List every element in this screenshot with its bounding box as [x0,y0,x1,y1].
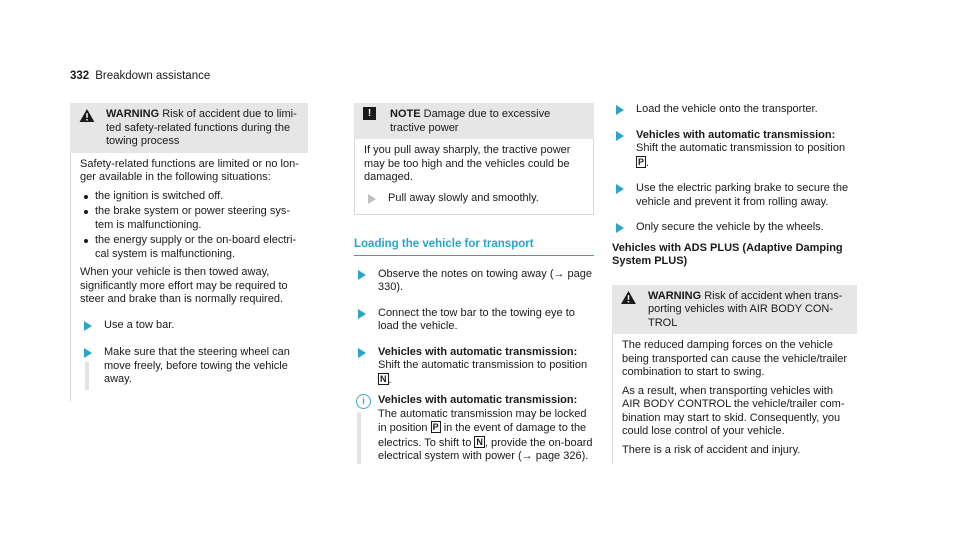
bullet-item: the energy supply or the on-board electrical system is malfunctioning. [80,234,299,261]
step-text: Only secure the vehicle by the wheels. [636,221,824,233]
gear-p-icon: P [638,156,645,167]
note-body [354,139,594,215]
step-arrow-icon [358,309,366,319]
note-box-damage [354,103,594,215]
step-text: Observe the notes on towing away (→ page 330). [378,267,593,293]
step-item [612,182,857,209]
step-item [354,307,594,334]
step-arrow-icon [616,223,624,233]
warning-body [612,334,857,464]
gear-n-icon: N [476,436,483,447]
step-rule [85,362,89,390]
step-item [80,319,299,333]
step-arrow-icon [368,194,376,204]
warning-body-text: When your vehicle is then towed away, significantly more effort may be required to steer and brake than is normally required. [80,266,288,305]
step-text: Pull away slowly and smoothly. [388,191,539,204]
warning-heading: Risk of accident due to limited safety-related functions during the towing process [106,108,297,147]
tip-rule [357,412,361,464]
step-arrow-icon [84,348,92,358]
step-arrow-icon [358,270,366,280]
column-2 [354,103,594,468]
subsection-heading: Vehicles with ADS PLUS (Adaptive Damping System PLUS) [612,241,843,267]
gear-n-icon: N [380,373,387,384]
step-text: Use the electric parking brake to secure the vehicle and prevent it from rolling away. [636,182,849,208]
note-label: NOTE [390,108,421,120]
warning-paragraph: As a result, when transporting vehicles with AIR BODY CONTROL the vehicle/trailer combination may start to skid. Consequently, you could lose control of your vehicle. [622,384,845,437]
tip-title: Vehicles with automatic transmission: [378,394,578,406]
section-loading [354,238,594,464]
warning-box-towing [70,103,308,401]
step-item [354,268,594,295]
step-arrow-icon [616,131,624,141]
warning-triangle-icon [79,109,95,122]
step-item [612,221,857,235]
step-item: Vehicles with automatic transmission: Shift the automatic transmission to position N . [354,346,594,388]
section-title: Loading the vehicle for transport [354,238,594,256]
gear-p-icon: P [432,422,439,432]
step-text: Shift the automatic transmission to position [636,142,846,154]
tip-item [354,394,594,464]
column-1 [70,103,308,401]
warning-box-air-body [612,285,857,465]
step-arrow-icon [616,105,624,115]
page-header [70,70,210,84]
page-number: 332 [70,70,90,82]
step-item: Vehicles with automatic transmission: Shift the automatic transmission to position P . [612,129,857,171]
exclamation-icon: ! [363,107,376,120]
step-item [364,192,584,206]
warning-paragraph: There is a risk of accident and injury. [622,443,801,456]
note-header [354,103,594,139]
step-title: Vehicles with automatic transmission: [636,128,836,141]
bullet-item: the brake system or power steering system is malfunctioning. [80,205,299,232]
warning-header [612,285,857,335]
warning-paragraph: The reduced damping forces on the vehicle being transported can cause the vehicle/trailer combination to start to swing. [622,339,848,378]
warning-header [70,103,308,153]
column-3 [612,103,857,464]
warning-label: WARNING [106,108,160,120]
warning-body [70,153,308,401]
step-text: Connect the tow bar to the towing eye to load the vehicle. [378,306,575,332]
note-heading: Damage due to excessive tractive power [390,108,551,134]
step-text: Load the vehicle onto the transporter. [636,103,818,115]
step-arrow-icon [616,184,624,194]
step-title: Vehicles with automatic transmission: [378,345,578,358]
warning-label: WARNING [648,289,702,302]
warning-heading: Risk of accident when transporting vehicles with AIR BODY CONTROL [648,289,843,329]
bullet-item: the ignition is switched off. [80,190,299,204]
step-item [612,103,857,117]
step-arrow-icon [84,321,92,331]
warning-triangle-icon [621,291,636,304]
step-item [80,346,299,387]
step-arrow-icon [358,348,366,358]
warning-intro: Safety-related functions are limited or no longer available in the following situations: [80,157,299,183]
tip-text: The automatic transmission may be locked in position P in the event of damage to the electrics. To shift to N , provide the on-board electrical system with power (→ page 326). [378,407,593,462]
info-icon: i [356,394,371,409]
note-body-text: If you pull away sharply, the tractive power may be too high and the vehicles could be damaged. [364,144,571,183]
step-text: Make sure that the steering wheel can move freely, before towing the vehicle away. [104,346,290,385]
step-text: Use a tow bar. [104,318,175,331]
step-text: Shift the automatic transmission to position [378,359,588,371]
page-title: Breakdown assistance [95,70,211,82]
